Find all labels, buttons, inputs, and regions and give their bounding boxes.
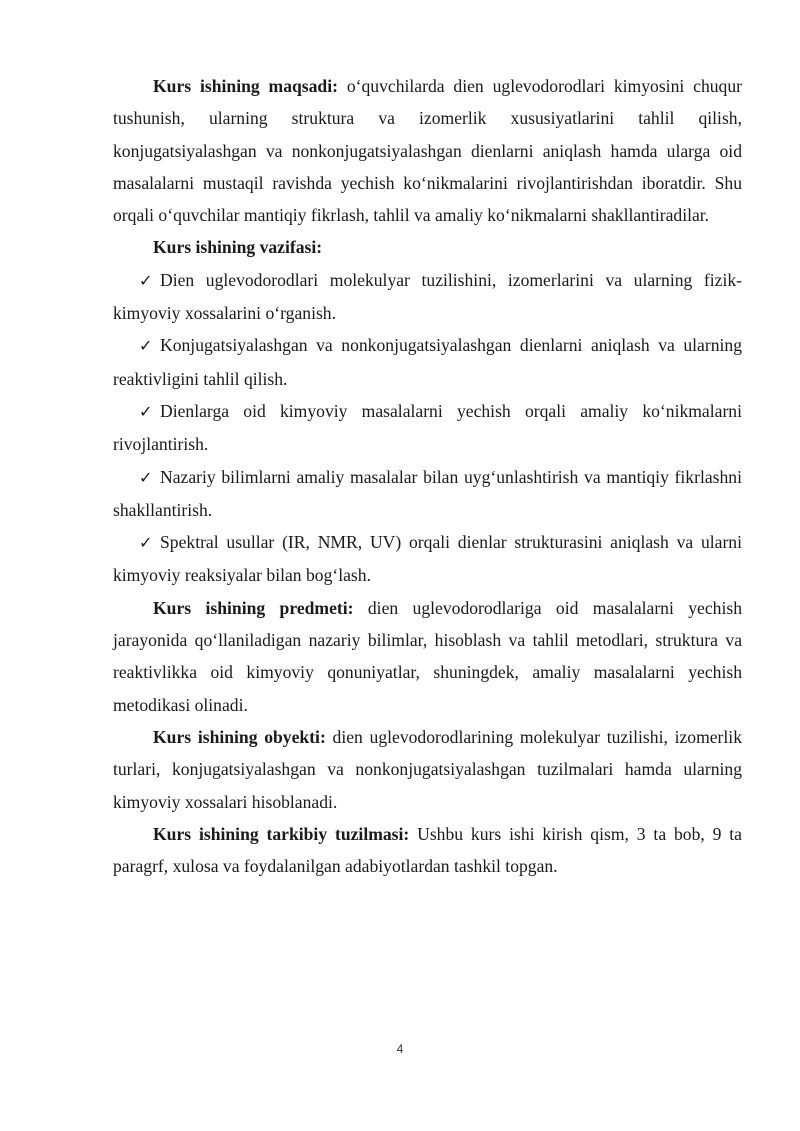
checkmark-icon: ✓	[139, 270, 153, 290]
paragraph-predmet	[113, 592, 742, 721]
paragraph-obyekt	[113, 721, 742, 818]
paragraph-maqsad	[113, 70, 742, 231]
list-item-text: Dien uglevodorodlari molekulyar tuzilishini, izomerlarini va ularning fizik-kimyoviy xossalarini o‘rganish.	[113, 269, 742, 324]
checkmark-icon: ✓	[139, 467, 153, 487]
list-item	[113, 264, 742, 330]
list-item-text: Spektral usullar (IR, NMR, UV) orqali dienlar strukturasini aniqlash va ularni kimyoviy reaksiyalar bilan bog‘lash.	[113, 532, 742, 586]
tuzilma-label: Kurs ishining tarkibiy tuzilmasi:	[153, 823, 410, 844]
document-body	[113, 70, 742, 882]
checkmark-icon: ✓	[139, 336, 153, 356]
list-item-text: Konjugatsiyalashgan va nonkonjugatsiyalashgan dienlarni aniqlash va ularning reaktivligini tahlil qilish.	[113, 335, 742, 389]
predmet-text: dien uglevodorodlariga oid masalalarni yechish jarayonida qo‘llaniladigan nazariy bilimlar, hisoblash va tahlil metodlari, struktura va reaktivlikka oid kimyoviy qonuniyatlar, shuningdek, amaliy masalalarni yechish metodikasi olinadi.	[113, 597, 742, 715]
vazifa-heading: Kurs ishining vazifasi:	[153, 237, 323, 258]
obyekt-label: Kurs ishining obyekti:	[153, 726, 326, 747]
list-item	[113, 395, 742, 461]
list-item	[113, 461, 742, 527]
page-number: 4	[396, 1042, 404, 1056]
checkmark-icon: ✓	[139, 401, 153, 421]
list-item	[113, 526, 742, 592]
maqsad-text: o‘quvchilarda dien uglevodorodlari kimyosini chuqur tushunish, ularning struktura va izomerlik xususiyatlarini tahlil qilish, konjugatsiyalashgan va nonkonjugatsiyalashgan dienlarni aniqlash hamda ularga oid masalalarni mustaqil ravishda yechish ko‘nikmalarini rivojlantirishdan iboratdir. Shu orqali o‘quvchilar mantiqiy fikrlash, tahlil va amaliy ko‘nikmalarni shakllantiradilar.	[113, 76, 742, 226]
list-item-text: Dienlarga oid kimyoviy masalalarni yechish orqali amaliy ko‘nikmalarni rivojlantirish.	[113, 400, 742, 455]
list-item-text: Nazariy bilimlarni amaliy masalalar bilan uyg‘unlashtirish va mantiqiy fikrlashni shakllantirish.	[113, 466, 742, 520]
paragraph-tuzilma	[113, 818, 742, 883]
maqsad-label: Kurs ishining maqsadi:	[153, 76, 338, 96]
obyekt-text: dien uglevodorodlarining molekulyar tuzilishi, izomerlik turlari, konjugatsiyalashgan va nonkonjugatsiyalashgan tuzilmalari hamda ularning kimyoviy xossalari hisoblanadi.	[113, 726, 742, 812]
list-item	[113, 329, 742, 395]
tuzilma-text: Ushbu kurs ishi kirish qism, 3 ta bob, 9 ta paragrf, xulosa va foydalanilgan adabiyotlardan tashkil topgan.	[113, 823, 742, 877]
predmet-label: Kurs ishining predmeti:	[153, 597, 354, 618]
checkmark-icon: ✓	[139, 533, 153, 553]
